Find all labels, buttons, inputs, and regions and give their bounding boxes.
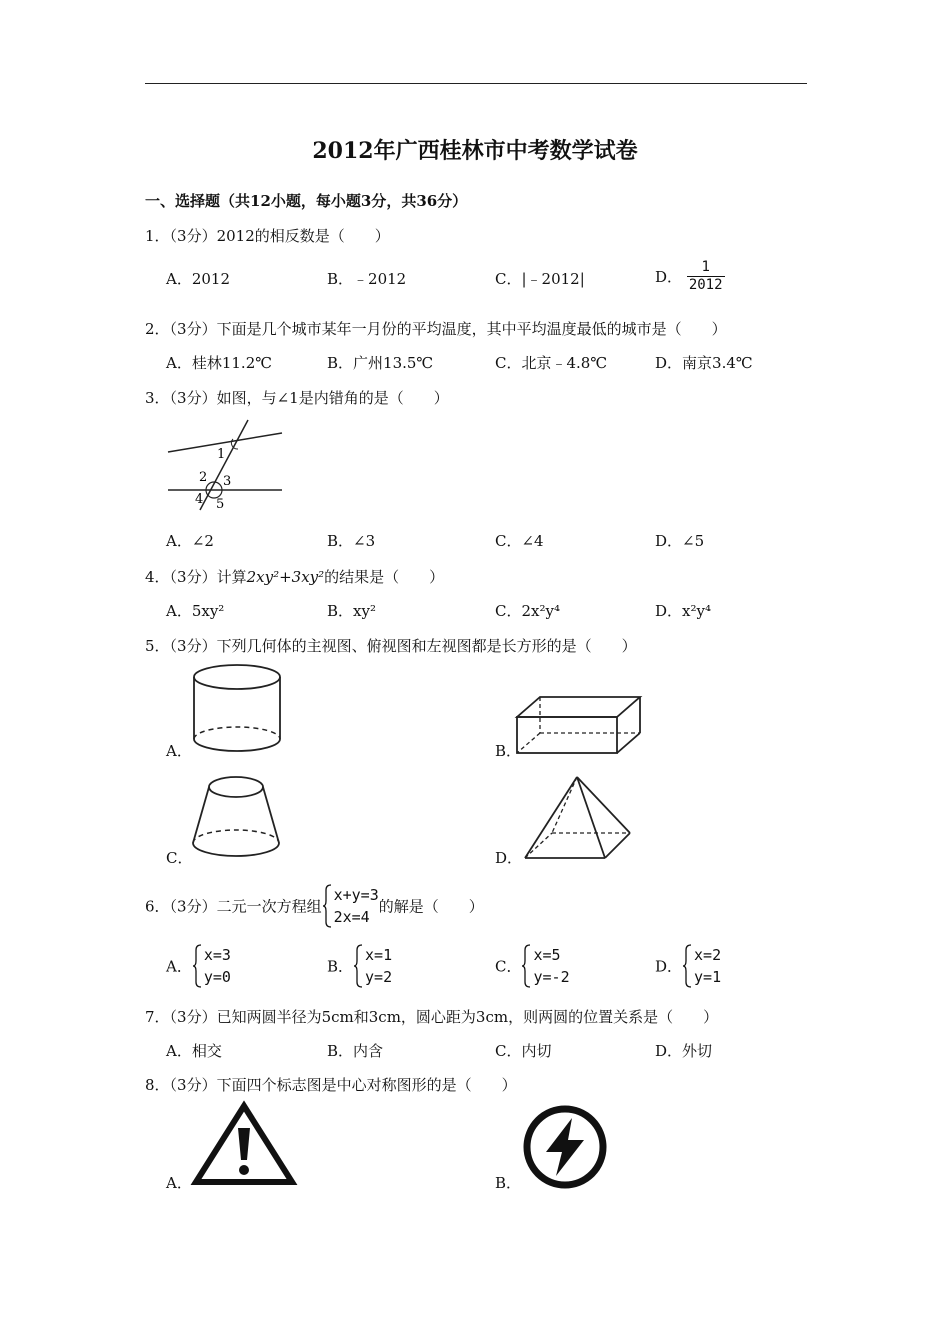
q3-label-5: 5	[216, 497, 225, 512]
question-1-stem: 1．（3分）2012的相反数是（ ）	[145, 227, 390, 245]
q6-option-b-label: B．	[327, 957, 354, 976]
question-5-stem: 5．（3分）下列几何体的主视图、俯视图和左视图都是长方形的是（ ）	[145, 637, 637, 655]
q4-option-d: D．x²y⁴	[655, 602, 711, 620]
q6-option-c-line-1: x=5	[533, 946, 561, 964]
q6-stem-suffix: 的解是（ ）	[378, 897, 484, 916]
q5-option-d: D．	[495, 849, 523, 867]
q6-option-b	[327, 944, 392, 988]
section-heading: 一、选择题（共12小题，每小题3分，共36分）	[145, 192, 468, 210]
q7-option-c: C．内切	[495, 1042, 552, 1060]
q6-option-d-line-1: x=2	[694, 946, 722, 964]
cylinder-figure	[190, 663, 285, 758]
q6-option-a-line-1: x=3	[203, 946, 231, 964]
q7-option-d: D．外切	[655, 1042, 713, 1060]
q6-option-a-system	[192, 944, 231, 988]
q6-option-b-system	[353, 944, 392, 988]
q1-option-a: A．2012	[166, 270, 231, 288]
q2-option-d: D．南京3.4℃	[655, 354, 753, 372]
q2-option-b: B．广州13.5℃	[327, 354, 434, 372]
frustum-figure	[190, 773, 282, 863]
left-brace-icon	[521, 944, 531, 988]
q2-option-a: A．桂林11.2℃	[166, 354, 273, 372]
q4-stem-suffix: 的结果是（ ）	[324, 568, 445, 586]
q3-label-2: 2	[199, 470, 208, 485]
q6-option-a-line-2: y=0	[203, 968, 231, 986]
q5-option-a: A．	[166, 742, 192, 760]
q8-option-a: A．	[166, 1174, 192, 1192]
left-brace-icon	[192, 944, 202, 988]
q1-fraction-denominator: 2012	[688, 277, 723, 293]
q4-option-c: C．2x²y⁴	[495, 602, 560, 620]
lightning-circle-icon	[520, 1102, 610, 1192]
q6-option-c-line-2: y=-2	[533, 968, 570, 986]
q7-option-b: B．内含	[327, 1042, 384, 1060]
q4-option-a: A．5xy²	[166, 602, 225, 620]
q6-stem-prefix: 6．（3分）二元一次方程组	[145, 897, 322, 916]
q3-label-3: 3	[223, 474, 232, 489]
q3-option-b: B．∠3	[327, 532, 376, 550]
warning-triangle-icon	[192, 1102, 296, 1186]
q3-label-4: 4	[195, 492, 204, 507]
q7-option-a: A．相交	[166, 1042, 222, 1060]
q6-option-a-label: A．	[166, 957, 192, 976]
question-7-stem: 7．（3分）已知两圆半径为5cm和3cm，圆心距为3cm，则两圆的位置关系是（ ）	[145, 1008, 719, 1026]
pyramid-figure	[520, 773, 635, 863]
question-8-stem: 8．（3分）下面四个标志图是中心对称图形的是（ ）	[145, 1076, 517, 1094]
q4-option-b: B．xy²	[327, 602, 376, 620]
q6-option-c-system	[521, 944, 569, 988]
q3-option-d: D．∠5	[655, 532, 705, 550]
q1-fraction-numerator: 1	[687, 259, 725, 277]
q6-option-b-line-1: x=1	[365, 946, 393, 964]
left-brace-icon	[682, 944, 692, 988]
q5-option-c: C．	[166, 849, 193, 867]
question-6-stem	[145, 884, 484, 928]
q6-option-d-label: D．	[655, 957, 683, 976]
q3-option-a: A．∠2	[166, 532, 214, 550]
q6-option-b-line-2: y=2	[365, 968, 393, 986]
q6-option-a	[166, 944, 231, 988]
q6-equation-2: 2x=4	[333, 908, 370, 926]
q3-angle-figure	[160, 415, 290, 515]
q2-option-c: C．北京﹣4.8℃	[495, 354, 608, 372]
q3-option-c: C．∠4	[495, 532, 544, 550]
q1-option-d	[655, 259, 725, 294]
q6-option-c	[495, 944, 570, 988]
q3-label-1: 1	[217, 447, 226, 462]
q6-equation-1: x+y=3	[333, 886, 379, 904]
question-2-stem: 2．（3分）下面是几个城市某年一月份的平均温度，其中平均温度最低的城市是（ ）	[145, 320, 727, 338]
q4-stem-prefix: 4．（3分）计算	[145, 568, 247, 586]
q6-option-d-system	[682, 944, 721, 988]
q4-stem-expression: 2xy²+3xy²	[246, 568, 325, 586]
question-4-stem	[145, 566, 444, 587]
header-rule	[145, 83, 807, 84]
q1-fraction	[687, 259, 725, 294]
q1-option-c: C．|﹣2012|	[495, 270, 585, 288]
left-brace-icon	[353, 944, 363, 988]
left-brace-icon	[322, 884, 332, 928]
q6-option-d-line-2: y=1	[694, 968, 722, 986]
q1-option-d-label: D．	[655, 268, 683, 286]
q6-equation-system	[322, 884, 379, 928]
q8-option-b: B．	[495, 1174, 522, 1192]
q6-option-d	[655, 944, 721, 988]
cuboid-figure	[515, 695, 645, 757]
q5-option-b: B．	[495, 742, 522, 760]
page-title: 2012年广西桂林市中考数学试卷	[312, 138, 638, 164]
q1-option-b: B．﹣2012	[327, 270, 407, 288]
q6-option-c-label: C．	[495, 957, 522, 976]
question-3-stem: 3．（3分）如图，与∠1是内错角的是（ ）	[145, 389, 449, 407]
